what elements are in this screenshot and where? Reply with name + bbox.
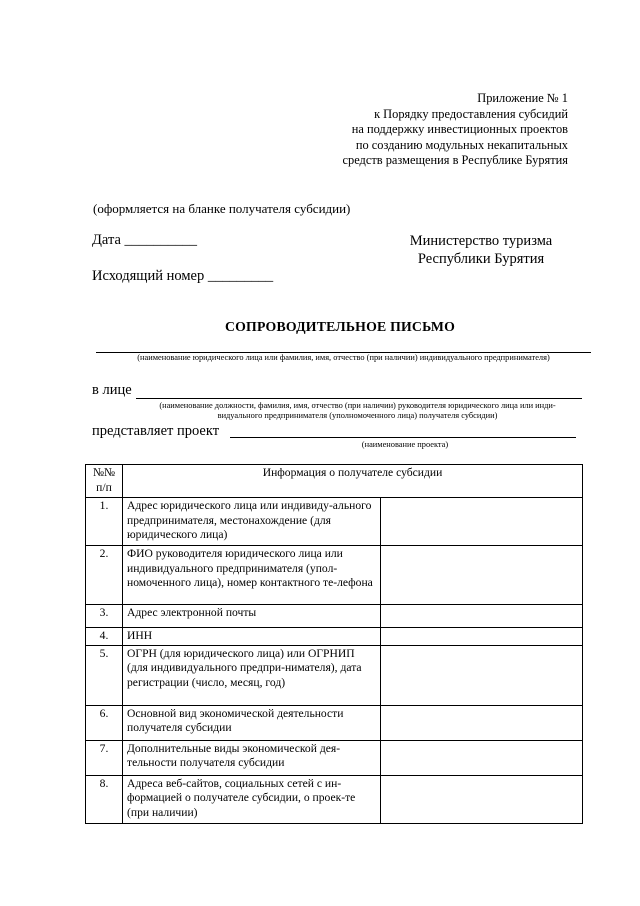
row-number: 4.	[86, 628, 123, 646]
appendix-line: на поддержку инвестиционных проектов	[351, 122, 568, 137]
person-name-line	[136, 398, 582, 399]
row-label: Адреса веб-сайтов, социальных сетей с ин-формацией о получателе субсидии, о проек-те (при наличии)	[123, 775, 381, 823]
row-number: 2.	[86, 546, 123, 605]
table-row	[86, 605, 583, 628]
document-title: СОПРОВОДИТЕЛЬНОЕ ПИСЬМО	[224, 319, 456, 334]
table-row	[86, 628, 583, 646]
appendix-line: Приложение № 1	[477, 91, 568, 105]
row-label: Основной вид экономической деятельности получателя субсидии	[123, 705, 381, 740]
row-number: 3.	[86, 605, 123, 628]
date-field-label: Дата __________	[92, 232, 198, 248]
recipient-info-table	[85, 464, 583, 824]
appendix-line: средств размещения в Республике Бурятия	[342, 153, 568, 168]
row-label: ИНН	[123, 628, 381, 646]
entity-caption: (наименование юридического лица или фамилия, имя, отчество (при наличии) индивидуального предпринимателя)	[137, 353, 550, 362]
row-label: ФИО руководителя юридического лица или индивидуального предпринимателя (упол-номоченного лица), номер контактного те-лефона	[123, 546, 381, 605]
row-number: 5.	[86, 645, 123, 705]
ministry-line: Республики Бурятия	[417, 251, 545, 267]
form-note: (оформляется на бланке получателя субсидии)	[93, 201, 351, 216]
row-value-cell[interactable]	[381, 645, 583, 705]
ministry-line: Министерство туризма	[409, 233, 553, 249]
header-num-cell: №№ п/п	[86, 465, 123, 498]
row-label: ОГРН (для юридического лица) или ОГРНИП (для индивидуального предпри-нимателя), дата регистрации (число, месяц, год)	[123, 645, 381, 705]
addressee-ministry	[405, 232, 557, 268]
row-value-cell[interactable]	[381, 605, 583, 628]
row-value-cell[interactable]	[381, 740, 583, 775]
row-label: Дополнительные виды экономической дея-тельности получателя субсидии	[123, 740, 381, 775]
person-caption	[120, 401, 595, 421]
row-value-cell[interactable]	[381, 498, 583, 546]
row-number: 8.	[86, 775, 123, 823]
row-number: 1.	[86, 498, 123, 546]
project-caption: (наименование проекта)	[361, 440, 449, 449]
outgoing-number-label: Исходящий номер _________	[92, 268, 274, 284]
row-value-cell[interactable]	[381, 546, 583, 605]
table-row	[86, 705, 583, 740]
table-header-row	[86, 465, 583, 498]
person-caption-line: видуального предпринимателя (уполномоченного лица) получателя субсидии)	[217, 411, 498, 420]
presents-project-label: представляет проект	[92, 423, 220, 439]
row-number: 7.	[86, 740, 123, 775]
row-value-cell[interactable]	[381, 775, 583, 823]
row-value-cell[interactable]	[381, 705, 583, 740]
table-row	[86, 645, 583, 705]
appendix-reference	[300, 91, 568, 169]
table-row	[86, 740, 583, 775]
table-row	[86, 775, 583, 823]
table-row	[86, 546, 583, 605]
row-number: 6.	[86, 705, 123, 740]
project-name-line	[230, 437, 576, 438]
row-label: Адрес юридического лица или индивиду-ального предпринимателя, местонахождение (для юридического лица)	[123, 498, 381, 546]
row-label: Адрес электронной почты	[123, 605, 381, 628]
appendix-line: по созданию модульных некапитальных	[355, 137, 568, 152]
person-caption-line: (наименование должности, фамилия, имя, отчество (при наличии) руководителя юридического лица или инди-	[159, 401, 556, 410]
appendix-line: к Порядку предоставления субсидий	[374, 106, 568, 121]
row-value-cell[interactable]	[381, 628, 583, 646]
in-person-label: в лице	[92, 382, 132, 398]
header-info-cell: Информация о получателе субсидии	[123, 465, 583, 498]
table-row	[86, 498, 583, 546]
